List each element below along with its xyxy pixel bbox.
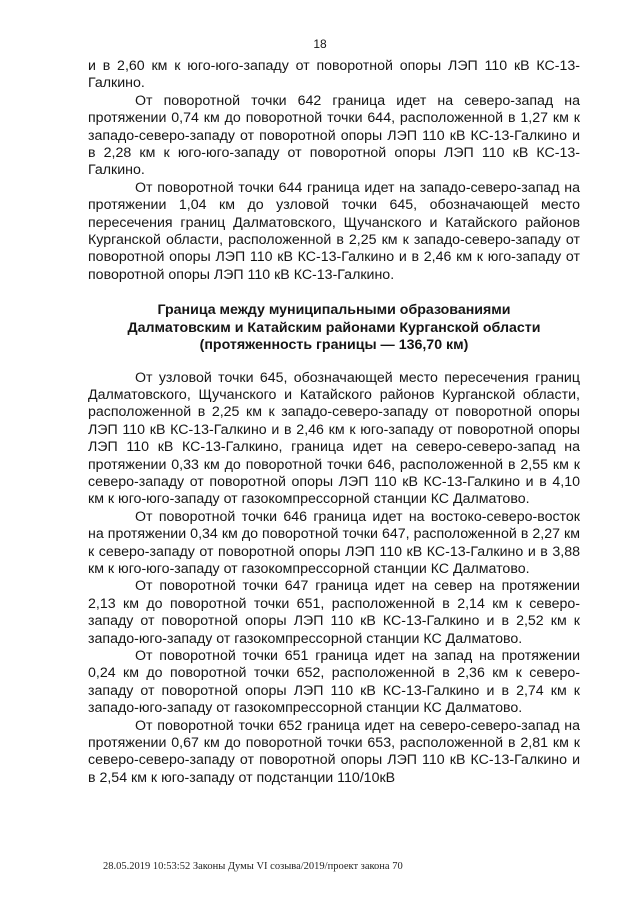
paragraph: От узловой точки 645, обозначающей место пересечения границ Далматовского, Щучанского и Катайского районов Курганской области, расположенной в 2,25 км к западо-северо-западу от поворотной опоры ЛЭП 110 кВ КС-13-Галкино и в 2,46 км к юго-западу от поворотной опоры ЛЭП 110 кВ КС-13-Галкино, граница идет на северо-северо-запад на протяжении 0,33 км до поворотной точки 646, расположенной в 2,55 км к северо-западу от поворотной опоры ЛЭП 110 кВ КС-13-Галкино и в 4,10 км к юго-юго-западу от газокомпрессорной станции КС Далматово.	[88, 369, 580, 508]
footer-stamp: 28.05.2019 10:53:52 Законы Думы VI созыва/2019/проект закона 70	[103, 861, 403, 872]
paragraph: От поворотной точки 644 граница идет на западо-северо-запад на протяжении 1,04 км до узловой точки 645, обозначающей место пересечения границ Далматовского, Щучанского и Катайского районов Курганской области, расположенной в 2,25 км к западо-северо-западу от поворотной опоры ЛЭП 110 кВ КС-13-Галкино и в 2,46 км к юго-западу от поворотной опоры ЛЭП 110 кВ КС-13-Галкино.	[88, 179, 580, 283]
page-number: 18	[313, 37, 327, 51]
paragraph: От поворотной точки 646 граница идет на востоко-северо-восток на протяжении 0,34 км до поворотной точки 647, расположенной в 2,27 км к северо-западу от поворотной опоры ЛЭП 110 кВ КС-13-Галкино и в 3,88 км к юго-юго-западу от газокомпрессорной станции КС Далматово.	[88, 508, 580, 577]
section-heading-line: (протяженность границы — 136,70 км)	[199, 337, 469, 354]
paragraph: От поворотной точки 652 граница идет на северо-северо-запад на протяжении 0,67 км до поворотной точки 653, расположенной в 2,81 км к северо-северо-западу от поворотной опоры ЛЭП 110 кВ КС-13-Галкино и в 2,54 км к юго-западу от подстанции 110/10кВ	[88, 717, 580, 786]
paragraph: От поворотной точки 651 граница идет на запад на протяжении 0,24 км до поворотной точки 652, расположенной в 2,36 км к северо-западу от поворотной опоры ЛЭП 110 кВ КС-13-Галкино и в 2,74 км к западо-юго-западу от газокомпрессорной станции КС Далматово.	[88, 648, 580, 717]
section-heading	[88, 302, 580, 354]
section-heading-line: Граница между муниципальными образованиями	[157, 302, 511, 319]
paragraph: От поворотной точки 642 граница идет на северо-запад на протяжении 0,74 км до поворотной точки 644, расположенной в 1,27 км к западо-северо-западу от поворотной опоры ЛЭП 110 кВ КС-13-Галкино и в 2,28 км к юго-юго-западу от поворотной опоры ЛЭП 110 кВ КС-13-Галкино.	[88, 92, 580, 179]
document-body	[88, 58, 580, 787]
paragraph: и в 2,60 км к юго-юго-западу от поворотной опоры ЛЭП 110 кВ КС-13-Галкино.	[88, 58, 580, 92]
paragraph: От поворотной точки 647 граница идет на север на протяжении 2,13 км до поворотной точки 651, расположенной в 2,14 км к северо-западу от поворотной опоры ЛЭП 110 кВ КС-13-Галкино и в 2,52 км к западо-юго-западу от газокомпрессорной станции КС Далматово.	[88, 578, 580, 647]
section-heading-line: Далматовским и Катайским районами Курганской области	[127, 319, 541, 336]
